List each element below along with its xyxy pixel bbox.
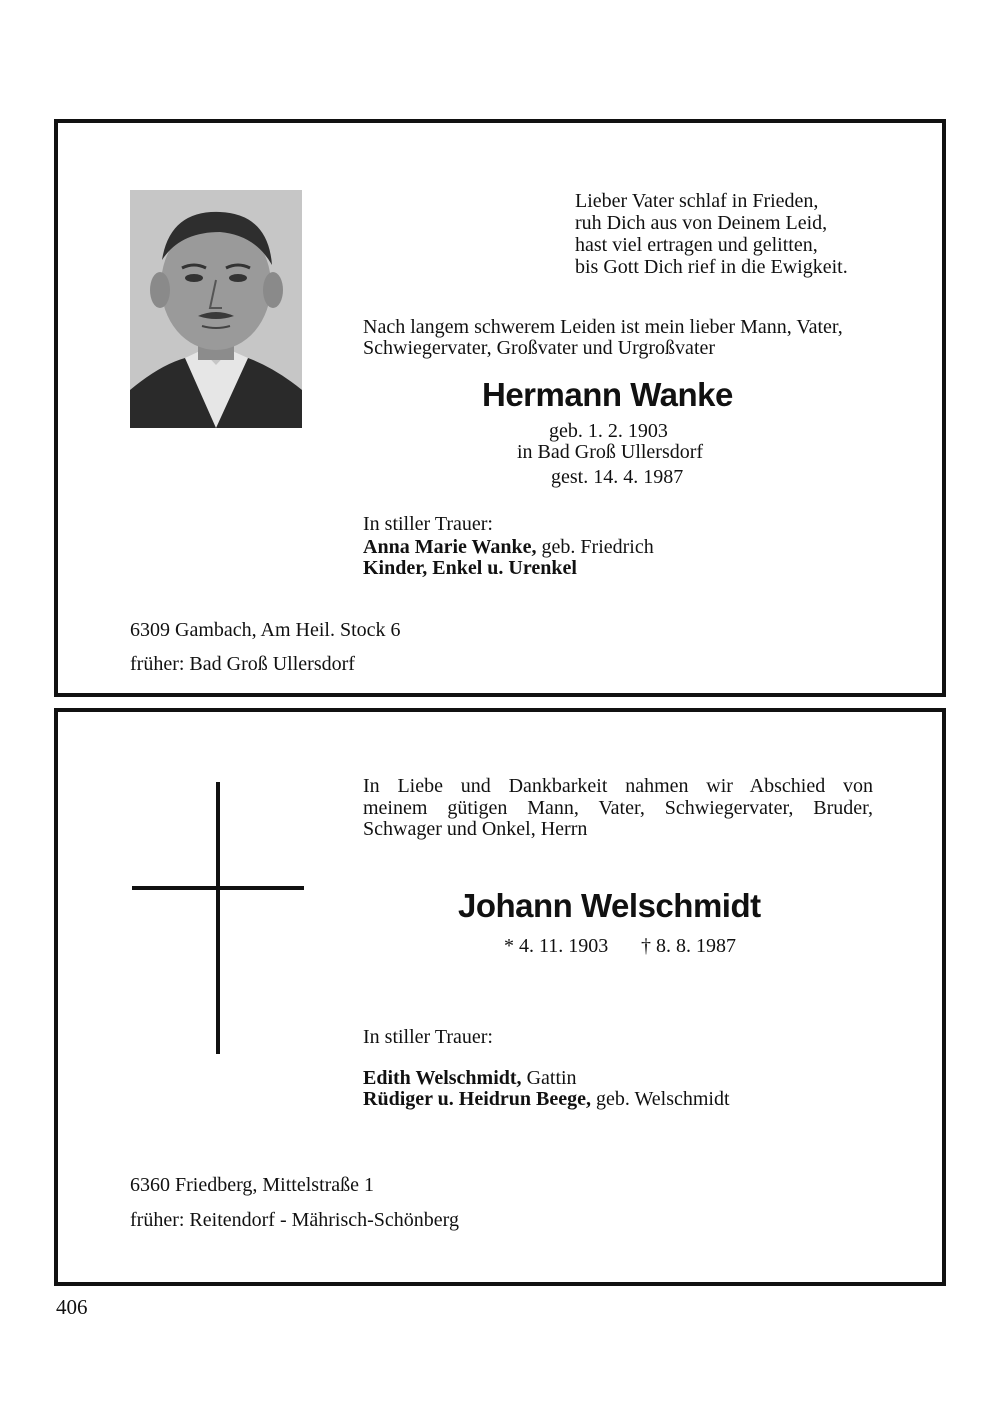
mourner-line [363, 1089, 730, 1110]
poem-line: Lieber Vater schlaf in Frieden, [575, 190, 819, 212]
mourning-label: In stiller Trauer: [363, 1026, 493, 1048]
mourner-name: Edith Welschmidt, [363, 1067, 522, 1089]
mourner-name: Kinder, Enkel u. Urenkel [363, 557, 577, 579]
obituary-notice-wanke [54, 119, 946, 697]
mourner-line [363, 537, 654, 558]
mourner-name: Anna Marie Wanke, [363, 536, 537, 558]
portrait-photo [130, 190, 302, 428]
birth-date: * 4. 11. 1903 [504, 935, 609, 957]
former-residence: früher: Bad Groß Ullersdorf [130, 653, 355, 675]
intro-line: Schwiegervater, Großvater und Urgroßvater [363, 337, 716, 359]
poem-line: hast viel ertragen und gelitten, [575, 234, 818, 256]
intro-line: Schwager und Onkel, Herrn [363, 818, 588, 840]
mourner-note: geb. Welschmidt [590, 1088, 730, 1110]
mourner-line [363, 558, 577, 579]
poem-line: ruh Dich aus von Deinem Leid, [575, 212, 828, 234]
intro-line: Nach langem schwerem Leiden ist mein lieber Mann, Vater, [363, 316, 843, 338]
obituary-notice-welschmidt [54, 708, 946, 1286]
death-date: † 8. 8. 1987 [641, 935, 736, 957]
intro-line: meinem gütigen Mann, Vater, Schwiegervater, Bruder, [363, 797, 873, 819]
mourner-note: Gattin [521, 1067, 577, 1089]
mourning-label: In stiller Trauer: [363, 513, 493, 535]
deceased-name: Hermann Wanke [482, 376, 733, 413]
page-number: 406 [56, 1295, 88, 1319]
former-residence: früher: Reitendorf - Mährisch-Schönberg [130, 1209, 459, 1231]
cross-icon [216, 782, 220, 1054]
address: 6309 Gambach, Am Heil. Stock 6 [130, 619, 401, 641]
deceased-name: Johann Welschmidt [458, 887, 761, 924]
death-date: gest. 14. 4. 1987 [551, 466, 684, 488]
mourner-name: Rüdiger u. Heidrun Beege, [363, 1088, 591, 1110]
birth-place: in Bad Groß Ullersdorf [517, 441, 704, 463]
intro-line: In Liebe und Dankbarkeit nahmen wir Abschied von [363, 775, 873, 797]
mourner-note: geb. Friedrich [536, 536, 654, 558]
birth-date: geb. 1. 2. 1903 [549, 420, 668, 442]
mourner-line [363, 1068, 577, 1089]
poem-line: bis Gott Dich rief in die Ewigkeit. [575, 256, 848, 278]
address: 6360 Friedberg, Mittelstraße 1 [130, 1174, 375, 1196]
cross-icon-bar [132, 886, 304, 890]
